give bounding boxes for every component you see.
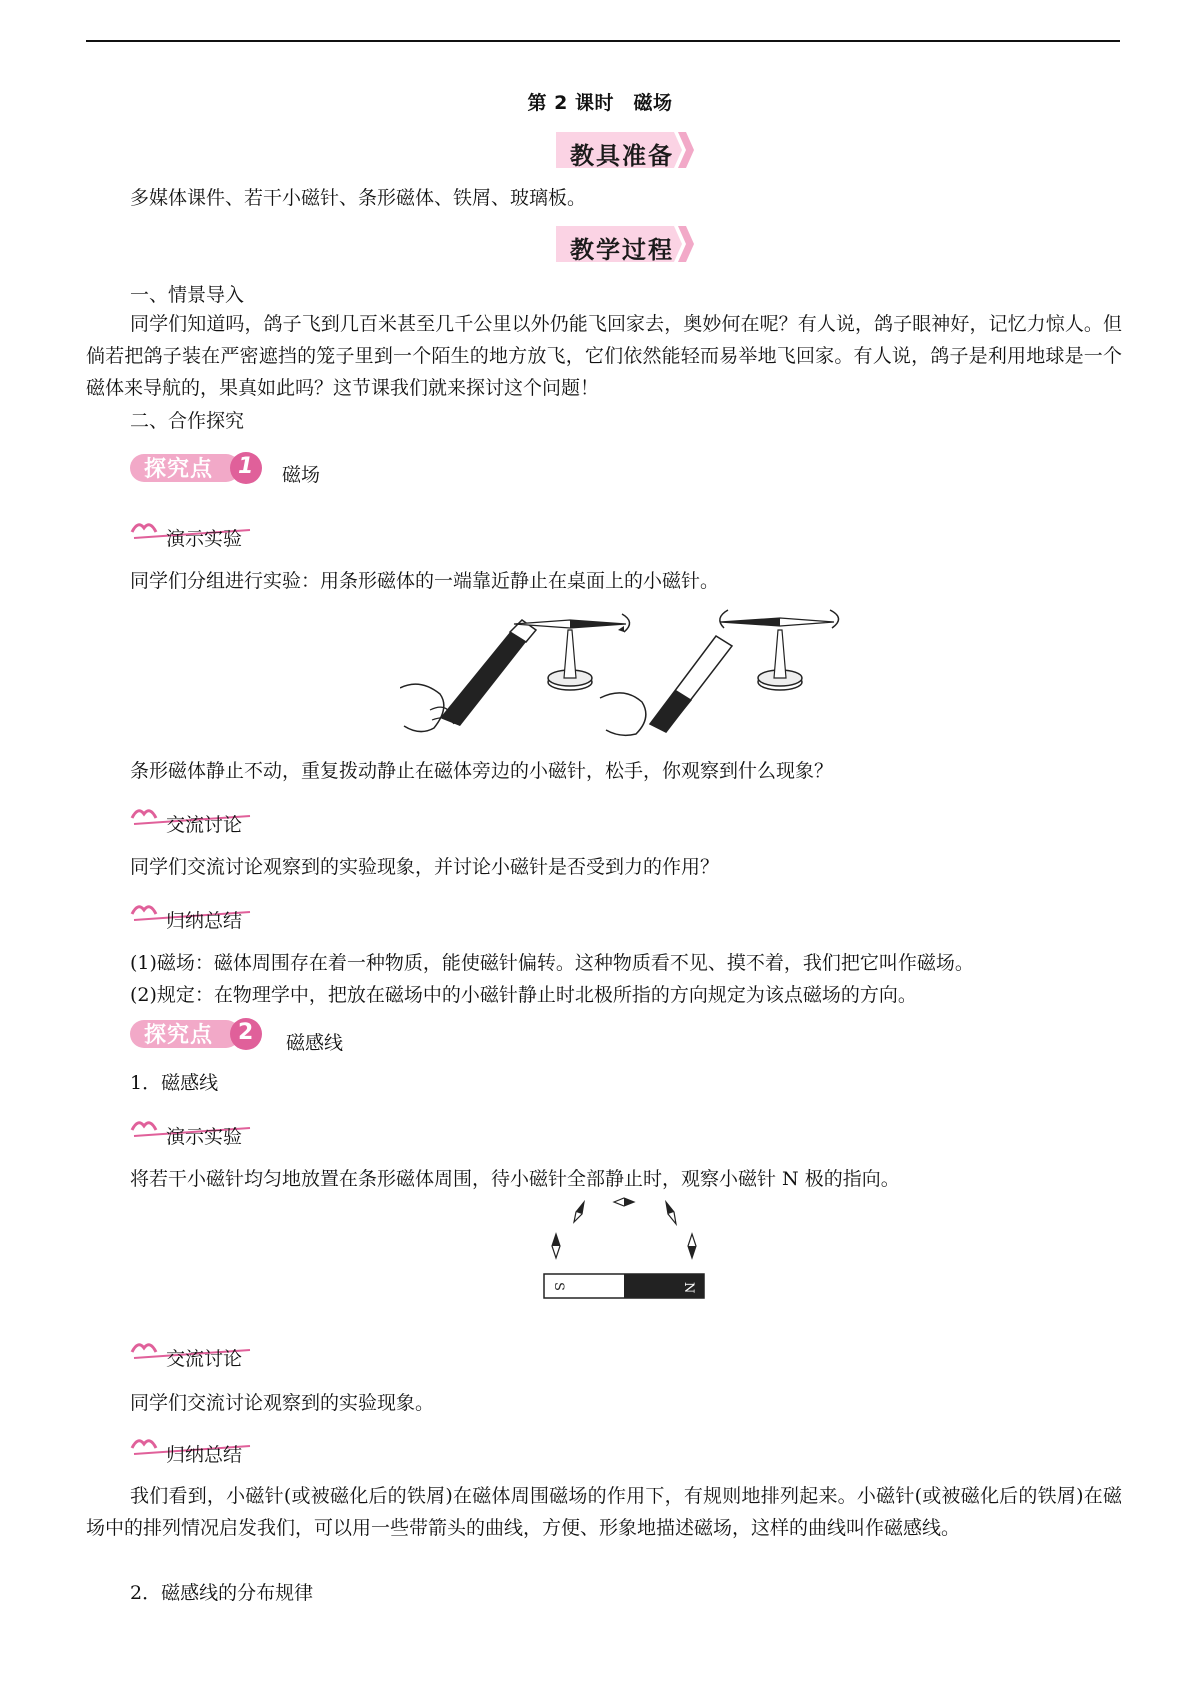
p2-discuss-text: 同学们交流讨论观察到的实验现象。	[130, 1392, 435, 1414]
p1-summary-2: (2)规定：在物理学中，把放在磁场中的小磁针静止时北极所指的方向规定为该点磁场的方向。	[130, 984, 917, 1006]
section2-heading: 二、合作探究	[130, 410, 245, 432]
p1-discuss-text: 同学们交流讨论观察到的实验现象，并讨论小磁针是否受到力的作用？	[130, 856, 720, 878]
p2-subheading-2: 2．磁感线的分布规律	[130, 1582, 314, 1604]
tag-discuss-2	[130, 1336, 290, 1372]
point1-badge-number: 1	[238, 454, 254, 479]
point1-badge	[130, 448, 270, 488]
p2-subheading-1: 1．磁感线	[130, 1072, 219, 1094]
section1-heading: 一、情景导入	[130, 284, 245, 306]
compasses-around-magnet-figure	[540, 1194, 710, 1304]
section1-text: 同学们知道吗，鸽子飞到几百米甚至几千公里以外仍能飞回家去，奥妙何在呢？有人说，鸽子眼神好，记忆力惊人。但倘若把鸽子装在严密遮挡的笼子里到一个陌生的地方放飞，它们依然能轻而易举地飞回家。有人说，鸽子是利用地球是一个磁体来导航的，果真如此吗？这节课我们就来探讨这个问题！	[86, 313, 1122, 399]
left-experiment	[400, 614, 630, 732]
banner-tools	[556, 130, 696, 170]
p1-after-figure-text: 条形磁体静止不动，重复拨动静止在磁体旁边的小磁针，松手，你观察到什么现象？	[130, 760, 834, 782]
point1-topic: 磁场	[282, 464, 321, 486]
tag-summary-1-label: 归纳总结	[166, 910, 243, 932]
banner-process-label: 教学过程	[570, 236, 674, 264]
p2-demo-text: 将若干小磁针均匀地放置在条形磁体周围，待小磁针全部静止时，观察小磁针 N 极的指向。	[130, 1168, 900, 1190]
tag-demo-1-label: 演示实验	[166, 528, 243, 550]
point1-badge-label: 探究点	[144, 457, 214, 482]
tag-discuss-1	[130, 802, 290, 838]
tag-discuss-1-label: 交流讨论	[166, 814, 243, 836]
tag-discuss-2-label: 交流讨论	[166, 1348, 243, 1370]
tag-summary-2-label: 归纳总结	[166, 1444, 243, 1466]
top-rule	[86, 40, 1120, 42]
tag-demo-2-label: 演示实验	[166, 1126, 243, 1148]
page-title: 第 2 课时 磁场	[527, 92, 673, 114]
right-experiment	[600, 610, 839, 735]
tag-summary-2	[130, 1432, 290, 1468]
point2-badge	[130, 1014, 270, 1054]
tag-demo-1	[130, 516, 290, 552]
p1-summary-1: (1)磁场：磁体周围存在着一种物质，能使磁针偏转。这种物质看不见、摸不着，我们把它叫作磁场。	[130, 952, 974, 974]
point2-badge-label: 探究点	[144, 1023, 214, 1048]
banner-tools-label: 教具准备	[570, 142, 674, 170]
p1-demo-text: 同学们分组进行实验：用条形磁体的一端靠近静止在桌面上的小磁针。	[130, 570, 720, 592]
point2-topic: 磁感线	[286, 1032, 344, 1054]
tools-text: 多媒体课件、若干小磁针、条形磁体、铁屑、玻璃板。	[130, 187, 587, 209]
banner-process	[556, 224, 696, 264]
magnet-compass-figure	[400, 598, 860, 738]
tag-demo-2	[130, 1114, 290, 1150]
tag-summary-1	[130, 898, 290, 934]
point2-badge-number: 2	[238, 1020, 254, 1045]
magnet-n-label: N	[681, 1282, 696, 1294]
magnet-s-label: S	[551, 1282, 566, 1291]
p2-summary-text: 我们看到，小磁针(或被磁化后的铁屑)在磁体周围磁场的作用下，有规则地排列起来。小磁针(或被磁化后的铁屑)在磁场中的排列情况启发我们，可以用一些带箭头的曲线，方便、形象地描述磁场，这样的曲线叫作磁感线。	[86, 1485, 1122, 1539]
